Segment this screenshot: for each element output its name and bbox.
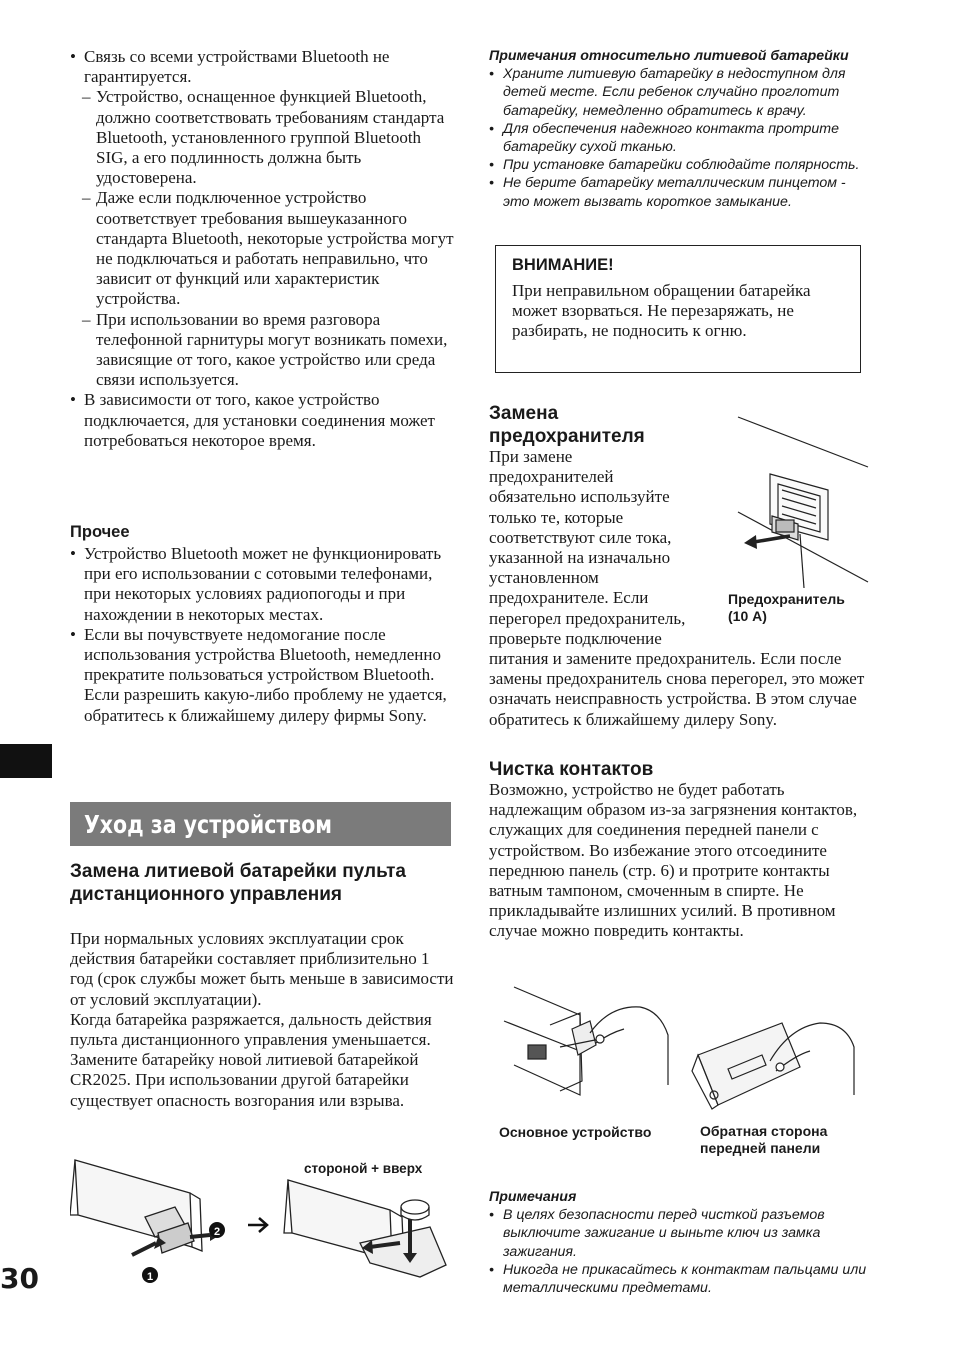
main-unit-caption: Основное устройство	[499, 1124, 652, 1140]
list-item: – Даже если подключенное устройство соответствует требования вышеуказанного стандарта Bluetooth, некоторые устройства могут не подключаться и работать неправильно, что зависит от функций или характеристик устройства.	[70, 188, 454, 309]
section-tab-marker	[0, 744, 52, 778]
arrow-icon	[754, 536, 790, 542]
section-banner: Уход за устройством	[70, 802, 451, 846]
remote-control-icon	[284, 1180, 446, 1277]
fuse-text-rest: питания и замените предохранитель. Если после замены предохранитель снова перегорел, это может означать неисправность устройства. В этом случае обратитесь к ближайшему дилеру Sony.	[489, 649, 865, 729]
back-panel-caption: Обратная сторона передней панели	[700, 1123, 828, 1156]
fuse-caption: Предохранитель (10 А)	[728, 591, 845, 624]
battery-notes-heading: Примечания относительно литиевой батарейки	[489, 48, 849, 64]
contacts-text: Возможно, устройство не будет работать надлежащим образом из-за загрязнения контактов, служащих для соединения передней панели с устройством. Во избежание этого отсоедините переднюю панель (стр. 6) и протрите контакты ватным тампоном, смоченным в спирте. Не прикладывайте излишних усилий. В противном случае можно повредить контакты.	[489, 780, 858, 941]
list-item: – Устройство, оснащенное функцией Bluetooth, должно соответствовать требованиям стандарта Bluetooth, установленного группой Bluetooth SIG, а его подлинность должна быть удостоверена.	[70, 87, 454, 188]
list-item: • Храните литиевую батарейку в недоступном для детей месте. Если ребенок случайно проглотит батарейку, немедленно обратитесь к врачу.	[489, 65, 875, 120]
arrow-icon	[190, 1235, 210, 1237]
list-item: • Устройство Bluetooth может не функционировать при его использовании с сотовыми телефонами, при некоторых условиях радиопогоды и при нахождении в некоторых местах.	[70, 544, 454, 625]
page-number: 30	[0, 1262, 39, 1295]
list-item: • В зависимости от того, какое устройство подключается, для установки соединения может потребоваться некоторое время.	[70, 390, 454, 451]
remote-control-icon	[70, 1160, 202, 1253]
battery-notes	[489, 47, 875, 211]
bluetooth-notes	[70, 47, 454, 451]
battery-heading: Замена литиевой батарейки пульта дистанционного управления	[70, 861, 406, 905]
other-heading: Прочее	[70, 523, 130, 541]
list-item: • В целях безопасности перед чисткой разъемов выключите зажигание и выньте ключ из замка зажигания.	[489, 1206, 875, 1261]
svg-text:2: 2	[213, 1226, 221, 1238]
list-item: • Не берите батарейку металлическим пинцетом - это может вызвать короткое замыкание.	[489, 174, 875, 210]
notes-heading: Примечания	[489, 1189, 577, 1205]
arrow-icon	[132, 1243, 156, 1255]
list-item: • Для обеспечения надежного контакта протрите батарейку сухой тканью.	[489, 120, 875, 156]
battery-text: При нормальных условиях эксплуатации срок действия батарейки составляет приблизительно 1 год (срок службы может быть меньше в зависимости от условий эксплуатации). Когда батарейка разряжается, дальность действия пульта дистанционного управления уменьшается. Замените батарейку новой литиевой батарейкой CR2025. При использовании другой батарейки существует опасность возгорания или взрыва.	[70, 929, 454, 1110]
cleaning-notes	[489, 1188, 875, 1297]
list-item: • Если вы почувствуете недомогание после использования устройства Bluetooth, немедленно прекратите пользоваться устройством Bluetooth. Если разрешить какую-либо проблему не удается, обратитесь к ближайшему дилеру фирмы Sony.	[70, 625, 454, 726]
contacts-heading: Чистка контактов	[489, 759, 654, 780]
fuse-heading: Замена предохранителя	[489, 403, 645, 447]
fuse-text-narrow: При замене предохранителей обязательно используйте только те, которые соответствуют силе тока, указанной на изначально установленном предохранителе. Если перегорел предохранитель, проверьте подключение	[489, 447, 686, 648]
fuse-icon	[776, 520, 794, 532]
list-item: – При использовании во время разговора телефонной гарнитуры могут возникать помехи, зависящие от того, какое устройство или среда связи используется.	[70, 310, 454, 391]
main-unit-icon	[504, 987, 596, 1095]
list-item: • При установке батарейки соблюдайте полярность.	[489, 156, 875, 174]
battery-side-up-label: стороной + вверх	[304, 1161, 423, 1176]
list-item: • Связь со всеми устройствами Bluetooth не гарантируется. – Устройство, оснащенное функцией Bluetooth, должно соответствовать требованиям стандарта Bluetooth, установленного группой Bluetooth SIG, а его подлинность должна быть удостоверена. – Даже если подключенное устройство соответствует требования вышеуказанного стандарта Bluetooth, некоторые устройства могут не подключаться и работать неправильно, что зависит от функций или характеристик устройства. – При использовании во время разговора телефонной гарнитуры могут возникать помехи, зависящие от того, какое устройство или среда связи используется.	[70, 47, 454, 390]
arrow-icon	[744, 535, 757, 549]
warning-title: ВНИМАНИЕ!	[512, 256, 614, 274]
svg-text:1: 1	[146, 1271, 154, 1283]
list-item: • Никогда не прикасайтесь к контактам пальцами или металлическими предметами.	[489, 1261, 875, 1297]
warning-text: При неправильном обращении батарейка может взорваться. Не перезаряжать, не разбирать, не подносить к огню.	[512, 281, 811, 341]
other-notes	[70, 544, 454, 726]
fuse-figure	[728, 412, 870, 594]
contact-cleaning-figure	[500, 985, 870, 1113]
